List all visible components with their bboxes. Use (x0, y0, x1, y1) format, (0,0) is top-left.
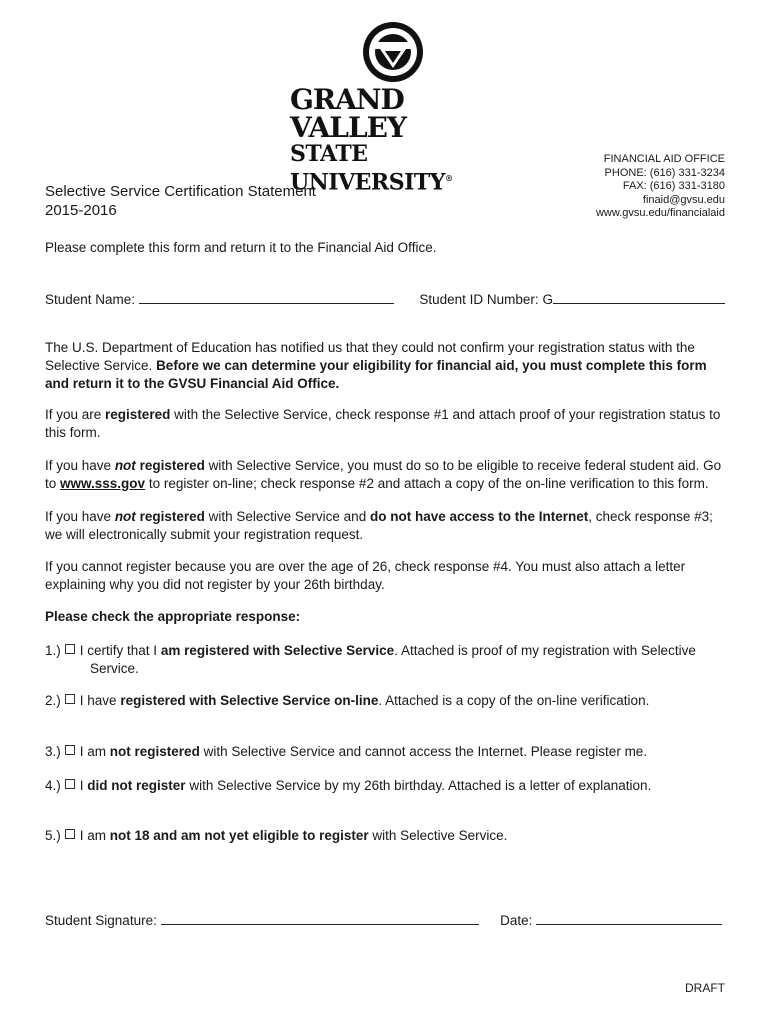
response-text-a: I have (79, 693, 117, 708)
p3-text-c: with Selective Service and (208, 509, 367, 524)
response-text-c: with Selective Service by my 26th birthday. Attached is a letter of explanation. (189, 778, 652, 793)
form-year: 2015-2016 (45, 202, 117, 219)
check-heading (45, 608, 730, 626)
paragraph-registered (45, 406, 730, 442)
wordmark-line1: GRAND VALLEY (290, 83, 406, 144)
response-number: 4.) (45, 778, 61, 793)
p3-text-e: , check response #3; we will electronically submit your registration request. (45, 509, 713, 542)
p1-text-a: If you are (45, 407, 102, 422)
office-fax: FAX: (616) 331-3180 (622, 180, 725, 193)
response-bold: not registered (109, 744, 200, 759)
paragraph-not-registered (45, 457, 730, 493)
office-name: FINANCIAL AID OFFICE (603, 153, 725, 165)
gvsu-logo-icon (361, 20, 425, 84)
student-name-field[interactable] (139, 290, 394, 304)
response-5-checkbox[interactable] (65, 829, 75, 839)
response-text-a: I (79, 778, 84, 793)
response-1 (45, 642, 730, 678)
date-field[interactable] (536, 911, 722, 925)
response-number: 5.) (45, 828, 61, 843)
response-text-c: with Selective Service and cannot access the Internet. Please register me. (203, 744, 648, 759)
response-2-checkbox[interactable] (65, 694, 75, 704)
intro-paragraph (45, 339, 730, 393)
response-1-checkbox[interactable] (65, 644, 75, 654)
intro-bold-text: Before we can determine your eligibility for financial aid, you must complete this form and return it to the GVSU Financial Aid Office. (45, 358, 707, 391)
p2-text-d: to register on-line; check response #2 and attach a copy of the on-line verification to this form. (148, 476, 709, 491)
response-number: 2.) (45, 693, 61, 708)
response-4-checkbox[interactable] (65, 779, 75, 789)
p2-bold: registered (139, 458, 205, 473)
signature-row (45, 911, 730, 928)
response-5 (45, 827, 730, 845)
response-bold: did not register (87, 778, 186, 793)
response-bold: registered with Selective Service on-line (120, 693, 379, 708)
response-number: 3.) (45, 744, 61, 759)
p1-bold: registered (105, 407, 171, 422)
response-number: 1.) (45, 643, 61, 658)
response-text-a: I am (79, 744, 107, 759)
response-text-c: . Attached is a copy of the on-line verification. (378, 693, 650, 708)
form-title: Selective Service Certification Statement (45, 183, 316, 200)
p3-text-a: If you have (45, 509, 112, 524)
student-id-label: Student ID Number: (419, 292, 539, 307)
response-2 (45, 692, 730, 710)
response-4 (45, 777, 730, 795)
p3-bold: registered (139, 509, 205, 524)
response-3 (45, 743, 730, 761)
p3-bold-internet: do not have access to the Internet (369, 509, 589, 524)
student-name-label: Student Name: (45, 292, 136, 307)
registered-mark: ® (444, 173, 453, 183)
p2-text-c: with Selective Service, you must do so to be eligible to receive federal student aid. Go to (45, 458, 722, 491)
response-text-a: I certify that I (79, 643, 158, 658)
signature-field[interactable] (161, 911, 479, 925)
wordmark-line2 (290, 142, 500, 194)
signature-label: Student Signature: (45, 913, 157, 928)
gvsu-wordmark (290, 83, 500, 196)
response-bold: not 18 and am not yet eligible to register (109, 828, 369, 843)
draft-label: DRAFT (685, 981, 725, 995)
response-text-c: with Selective Service. (372, 828, 508, 843)
office-phone: PHONE: (616) 331-3234 (604, 166, 725, 179)
office-website: www.gvsu.edu/financialaid (595, 207, 725, 220)
form-instruction: Please complete this form and return it to the Financial Aid Office. (45, 240, 437, 255)
student-fields-row (45, 290, 730, 307)
office-contact-block (596, 153, 725, 221)
response-text-c: . Attached is proof of my registration with Selective (394, 643, 696, 658)
student-id-field[interactable] (553, 290, 725, 304)
date-label: Date: (500, 913, 533, 928)
response-bold: am registered with Selective Service (160, 643, 395, 658)
p1-text-c: with the Selective Service, check response #1 and attach proof of your registration status to this form. (45, 407, 721, 440)
response-text-d: Service. (90, 661, 139, 676)
response-text-a: I am (79, 828, 107, 843)
intro-text: The U.S. Department of Education has notified us that they could not confirm your registration status with the Selective Service. (45, 340, 695, 373)
check-heading-text: Please check the appropriate response: (45, 609, 301, 624)
p2-text-a: If you have (45, 458, 112, 473)
form-title-block (45, 182, 316, 220)
wordmark-line2-text: STATE UNIVERSITY (290, 141, 445, 196)
response-3-checkbox[interactable] (65, 745, 75, 755)
p3-not: not (114, 509, 136, 524)
sss-link[interactable]: www.sss.gov (60, 476, 146, 491)
paragraph-no-internet (45, 508, 730, 544)
p2-not: not (114, 458, 136, 473)
paragraph-over-26: If you cannot register because you are over the age of 26, check response #4. You must also attach a letter explaining why you did not register by your 26th birthday. (45, 559, 686, 592)
student-id-prefix: G (542, 292, 553, 307)
office-email: finaid@gvsu.edu (642, 193, 725, 206)
